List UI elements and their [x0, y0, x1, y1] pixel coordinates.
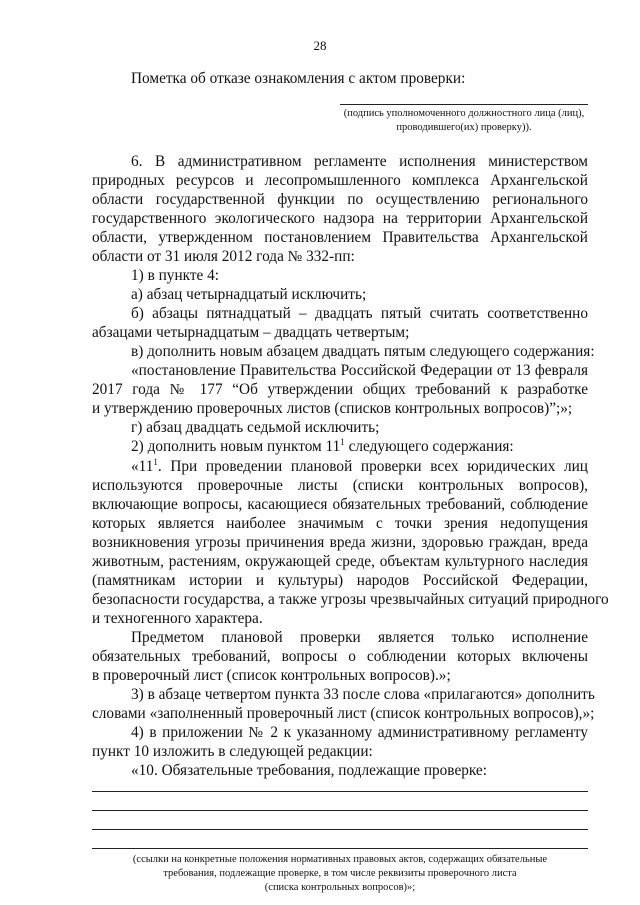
blank-line-3: [92, 829, 588, 830]
p11-line-1: «$11^1$. При проведении плановой проверки всех юридических лиц: [131, 456, 588, 475]
subject-line-2: обязательных требований, вопросы о соблюдении которых включены: [92, 648, 588, 665]
p11-superscript: 1: [153, 456, 158, 467]
item-3-line-2: словами «заполненный проверочный лист (список контрольных вопросов),»;: [92, 705, 595, 722]
item-1v: в) дополнить новым абзацем двадцать пятым следующего содержания:: [131, 343, 595, 360]
blank-line-2: [92, 810, 588, 811]
item-2: 2) дополнить новым пунктом $11^1$ следующего содержания:: [131, 436, 514, 455]
item-1b-line-1: б) абзацы пятнадцатый – двадцать пятый считать соответственно: [131, 305, 588, 322]
p11-line-3: включающие вопросы, касающиеся обязательных требований, соблюдение: [92, 496, 588, 513]
p11-line-9: и техногенного характера.: [92, 610, 263, 627]
p11-line-5: возникновения угрозы причинения вреда жизни, здоровью граждан, вреда: [92, 534, 588, 551]
signature-caption-2: проводившего(их) проверку)).: [396, 122, 532, 133]
quote1-line-1: «постановление Правительства Российской Федерации от 13 февраля: [131, 362, 588, 379]
quote1-line-3: и утверждению проверочных листов (списков контрольных вопросов)”;»;: [92, 400, 573, 417]
p6-line-2: природных ресурсов и лесопромышленного комплекса Архангельской: [92, 172, 588, 189]
quote1-line-2: 2017 года № 177 “Об утверждении общих требований к разработке: [92, 381, 588, 398]
p6-line-6: области от 31 июля 2012 года № 332-пп:: [92, 248, 355, 265]
item-1b-line-2: абзацами четырнадцатым – двадцать четвертым;: [92, 324, 410, 341]
item-4-line-1: 4) в приложении № 2 к указанному административному регламенту: [131, 724, 588, 741]
footnote-line-1: (ссылки на конкретные положения нормативных правовых актов, содержащих обязательные: [132, 854, 548, 865]
refusal-note-title: Пометка об отказе ознакомления с актом проверки:: [131, 70, 466, 87]
p11-line-4: которых является наиболее значимым с точки зрения недопущения: [92, 515, 588, 532]
p6-line-4: государственного экологического надзора на территории Архангельской: [92, 210, 588, 227]
p6-line-5: области, утвержденном постановлением Правительства Архангельской: [92, 229, 588, 246]
p11-line-6: животным, растениям, окружающей среде, объектам культурного наследия: [92, 553, 588, 570]
footnote-line-2: требования, подлежащие проверке, в том числе реквизиты проверочного листа: [163, 868, 517, 879]
quote10-heading: «10. Обязательные требования, подлежащие проверке:: [131, 762, 487, 779]
subject-line-3: в проверочный лист (список контрольных вопросов).»;: [92, 667, 451, 684]
blank-line-1: [92, 791, 588, 792]
item-1g: г) абзац двадцать седьмой исключить;: [131, 419, 380, 436]
item-1a: а) абзац четырнадцатый исключить;: [131, 286, 367, 303]
p6-line-3: области государственной функции по осуществлению регионального: [92, 191, 588, 208]
signature-caption-1: (подпись уполномоченного должностного лица (лиц),: [343, 108, 585, 119]
p11-line-8: безопасности государства, а также угрозы чрезвычайных ситуаций природного: [92, 591, 609, 608]
item-4-line-2: пункт 10 изложить в следующей редакции:: [92, 743, 373, 760]
subject-line-1: Предметом плановой проверки является только исполнение: [131, 629, 588, 646]
p6-line-1: 6. В административном регламенте исполнения министерством: [131, 153, 588, 170]
item-2-superscript: 1: [340, 436, 345, 447]
blank-line-4: [92, 848, 588, 849]
item-1: 1) в пункте 4:: [131, 267, 220, 284]
item-3-line-1: 3) в абзаце четвертом пункта 33 после слова «прилагаются» дополнить: [131, 686, 595, 703]
footnote-line-3: (списка контрольных вопросов)»;: [264, 882, 416, 893]
p11-line-7: (памятникам истории и культуры) народов Российской Федерации,: [92, 572, 588, 589]
signature-line: [340, 104, 588, 105]
p11-line-2: используются проверочные листы (списки контрольных вопросов),: [92, 477, 588, 494]
page-number: 28: [313, 38, 327, 53]
